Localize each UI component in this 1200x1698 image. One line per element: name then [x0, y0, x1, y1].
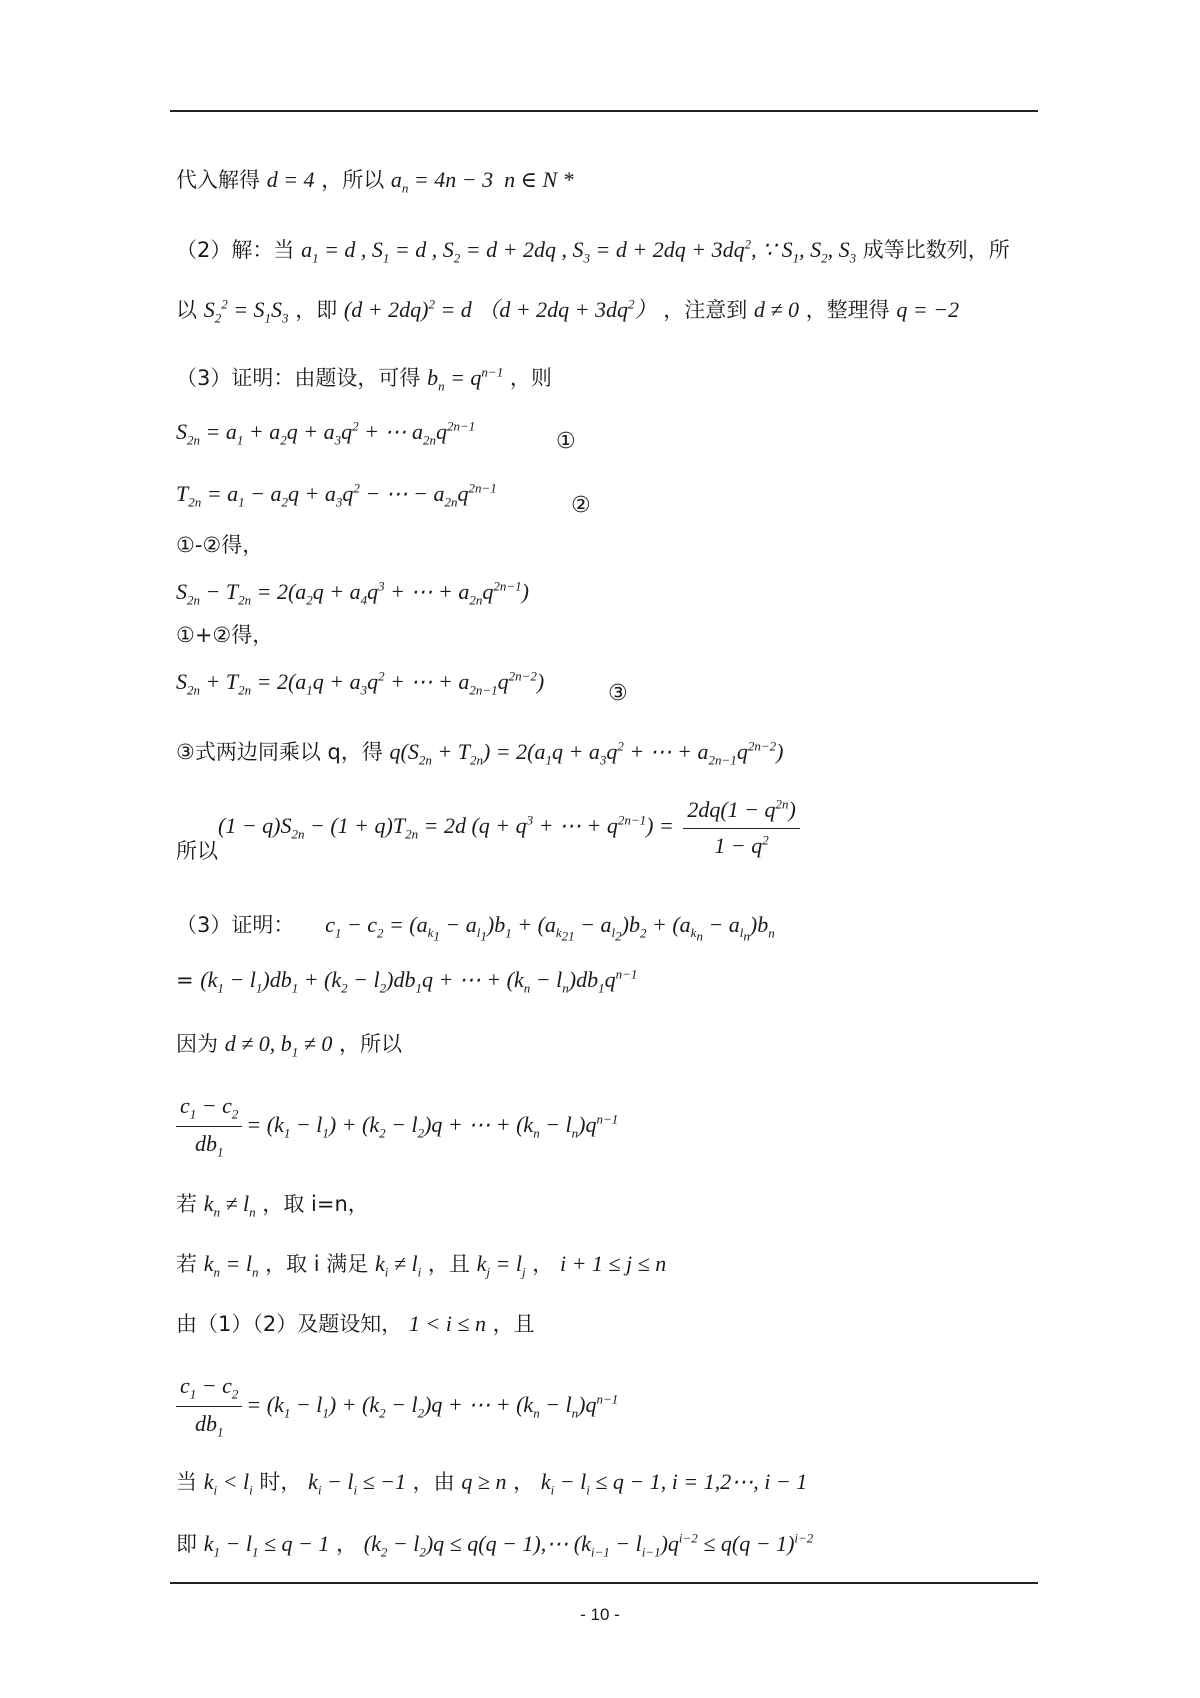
text-4b: ，则 — [509, 366, 552, 390]
line-16 — [176, 1092, 618, 1162]
text-15a: 因为 — [176, 1032, 218, 1056]
line-20 — [176, 1372, 618, 1442]
text-18b: ，取 i 满足 — [265, 1252, 369, 1276]
footer-rule — [170, 1582, 1038, 1584]
line-14 — [176, 966, 637, 997]
line-19 — [176, 1310, 535, 1339]
circle-3: ③ — [608, 681, 628, 706]
fraction-1: $\frac{2dq(1 - q^{2n})}{1 - q^2}$ — [683, 796, 800, 860]
text-9: ①+②得， — [176, 623, 274, 647]
text-22b: ， — [336, 1532, 358, 1556]
circle-1: ① — [556, 429, 576, 454]
line-8 — [176, 578, 529, 609]
formula-main: $(1 - q)S_{2n} - (1 + q)T_{2n} = 2d$ ($q + q^3$ + ⋯ + $q^{2n-1}$) = $\frac{2dq(1 - q^{2n})}{1 - q^2}$ — [218, 813, 804, 838]
formula-diff: $S_{2n} - T_{2n} = 2(a_2q + a_4q^3$ + ⋯ + $a_{2n}q^{2n-1}$) — [176, 578, 529, 608]
formula-ki-ne-li: $k_i \ne l_i$ — [375, 1251, 422, 1280]
fraction-2: $\frac{c_1 - c_2}{db_1}$ — [176, 1092, 242, 1162]
text-18c: ，且 — [427, 1252, 470, 1276]
formula-eq: $(d + 2dq)^2 = d$ $(d + 2dq + 3dq^2)$ — [343, 296, 657, 322]
formula-s2sq: $S_2^2 = S_1S_3$ — [203, 296, 289, 326]
text-15b: ，所以 — [339, 1032, 403, 1056]
fraction-3: $\frac{c_1 - c_2}{db_1}$ — [176, 1372, 242, 1442]
line-6 — [176, 480, 591, 518]
text-19b: ，且 — [492, 1312, 535, 1336]
text-21d: ， — [513, 1470, 535, 1494]
line-18 — [176, 1250, 666, 1281]
formula-q-ge-n: q ≥ n — [461, 1469, 507, 1494]
formula-q-eq-m2: q = −2 — [896, 297, 960, 322]
formula-kj-eq-lj: $k_j = l_j$ — [476, 1251, 526, 1280]
line-11 — [176, 738, 783, 769]
formula-expand: $(k_1 - l_1)db_1 + (k_2 - l_2)db_1q$ + ⋯ + $(k_n - l_n)db_1q^{n-1}$ — [200, 966, 638, 996]
formula-bounds: $k_1 - l_1 \le q - 1$ — [203, 1531, 330, 1560]
line-9 — [176, 622, 273, 649]
formula-j-range: i + 1 ≤ j ≤ n — [559, 1251, 667, 1276]
text-21c: ，由 — [412, 1470, 455, 1494]
text-2a: （2）解：当 — [176, 238, 295, 262]
line-5 — [176, 418, 576, 454]
page-number: - 10 - — [580, 1605, 620, 1624]
text-3d: ，整理得 — [805, 298, 890, 322]
line-2 — [176, 236, 1010, 267]
formula-ratio-1: $\frac{c_1 - c_2}{db_1}$ = $(k_1 - l_1) + (k_2 - l_2)q$ + ⋯ + $(k_n - l_n)q^{n-1}$ — [176, 1112, 618, 1137]
formula-ki-li-bound: $k_i - l_i \le q - 1$, i = 1,2⋯, i − 1 — [540, 1469, 808, 1498]
formula-nonzero: d ≠ 0, $b_1 \ne 0$ — [224, 1031, 333, 1060]
formula-sums: $a_1 = d$ , $S_1 = d$ , $S_2 = d + 2dq$ , $S_3 = d + 2dq + 3dq^2$, ∵ $S_1$, $S_2$, $S_3$ — [301, 236, 857, 266]
formula-kn-eq-ln: $k_n = l_n$ — [203, 1251, 259, 1280]
line-3 — [176, 296, 959, 327]
formula-s2n: $S_{2n} = a_1 + a_2q + a_3q^2$ + ⋯ $a_{2n}q^{2n-1}$ — [176, 418, 476, 448]
formula-bn: $b_n = q^{n-1}$ — [427, 364, 504, 394]
line-4 — [176, 364, 552, 395]
line-22 — [176, 1530, 813, 1561]
formula-qsum: $q(S_{2n} + T_{2n}) = 2(a_1q + a_3q^2$ + ⋯ + $a_{2n-1}q^{2n-2}$) — [389, 738, 784, 768]
text-3c: ，注意到 — [663, 298, 748, 322]
text-7: ①-②得， — [176, 533, 264, 557]
line-21 — [176, 1468, 807, 1499]
formula-ki-lt-li: $k_i < l_i$ — [203, 1469, 253, 1498]
formula-d-eq-4: d = 4 — [266, 167, 315, 192]
text-1a: 代入解得 — [176, 168, 260, 192]
text-18a: 若 — [176, 1252, 197, 1276]
text-22a: 即 — [176, 1532, 197, 1556]
line-12 — [176, 838, 218, 865]
line-7 — [176, 532, 263, 559]
header-rule — [170, 110, 1038, 112]
text-2b: 成等比数列，所 — [862, 238, 1010, 262]
text-17b: ，取 i=n， — [262, 1192, 369, 1216]
formula-kn-ne-ln: $k_n \ne l_n$ — [203, 1191, 256, 1220]
formula-c1c2: $c_1 - c_2 = (a_{k_1} - a_{l_1})b_1 + (a_{k_{21}} - a_{l_2})b_2 + (a_{k_n} - a_{l_n})b_n$ — [325, 912, 775, 944]
text-17a: 若 — [176, 1192, 197, 1216]
text-21b: 时， — [259, 1470, 302, 1494]
text-4a: （3）证明：由题设，可得 — [176, 366, 421, 390]
text-14: = — [176, 968, 194, 992]
formula-bounds-2: $(k_2 - l_2)q \le q(q$ − 1),⋯ $(k_{i-1} - l_{i-1})q^{i-2} \le q(q - 1)^{i-2}$ — [363, 1530, 814, 1560]
line-10 — [176, 668, 628, 706]
text-3a: 以 — [176, 298, 197, 322]
text-11: ③式两边同乘以 q，得 — [176, 740, 383, 764]
formula-ki-li-le: $k_i - l_i \le -1$ — [308, 1469, 406, 1498]
formula-i-range: 1 < i ≤ n — [408, 1311, 486, 1336]
line-17 — [176, 1190, 369, 1221]
text-1b: ，所以 — [321, 168, 385, 192]
line-15 — [176, 1030, 402, 1061]
line-13 — [176, 902, 775, 946]
formula-sum: $S_{2n} + T_{2n} = 2(a_1q + a_3q^2$ + ⋯ + $a_{2n-1}q^{2n-2}$) — [176, 668, 545, 698]
line-1 — [176, 166, 574, 197]
circle-2: ② — [571, 493, 591, 518]
formula-ratio-2: $\frac{c_1 - c_2}{db_1}$ = $(k_1 - l_1) + (k_2 - l_2)q$ + ⋯ + $(k_n - l_n)q^{n-1}$ — [176, 1392, 618, 1417]
text-18d: ， — [532, 1252, 554, 1276]
formula-d-ne-0: d ≠ 0 — [753, 297, 799, 322]
text-12: 所以 — [176, 839, 218, 863]
text-21a: 当 — [176, 1470, 197, 1494]
formula-t2n: $T_{2n} = a_1 - a_2q + a_3q^2$ − ⋯ − $a_{2n}q^{2n-1}$ — [176, 480, 497, 510]
text-13: （3）证明： — [176, 913, 295, 937]
text-3b: ，即 — [295, 298, 338, 322]
text-19a: 由（1）（2）及题设知， — [176, 1312, 403, 1336]
formula-an: $a_n = 4n - 3$ n ∈ N * — [390, 167, 574, 196]
line-12-formula — [218, 796, 804, 860]
